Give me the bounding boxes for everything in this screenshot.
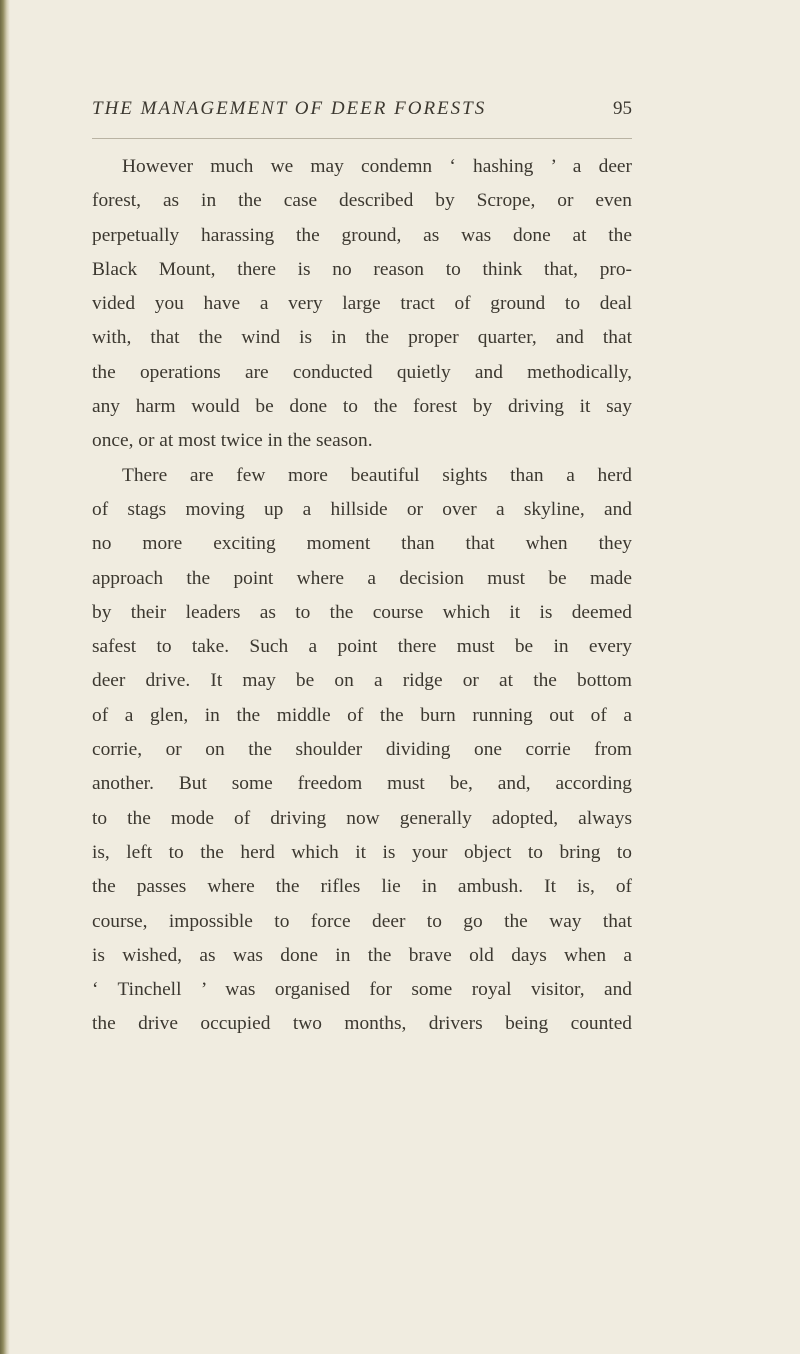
text-line: no more exciting moment than that when they bbox=[92, 533, 632, 555]
text-line: the drive occupied two months, drivers being counted bbox=[92, 1013, 632, 1035]
text-line: to the mode of driving now generally adopted, always bbox=[92, 807, 632, 829]
text-line: the passes where the rifles lie in ambush. It is, of bbox=[92, 876, 632, 898]
text-line: any harm would be done to the forest by driving it say bbox=[92, 396, 632, 418]
text-line: another. But some freedom must be, and, according bbox=[92, 773, 632, 795]
running-title: THE MANAGEMENT OF DEER FORESTS bbox=[92, 98, 487, 119]
text-line: Black Mount, there is no reason to think that, pro- bbox=[92, 258, 632, 280]
running-header bbox=[92, 98, 632, 128]
text-line: the operations are conducted quietly and methodically, bbox=[92, 361, 632, 383]
text-line: corrie, or on the shoulder dividing one corrie from bbox=[92, 739, 632, 761]
text-line: is wished, as was done in the brave old days when a bbox=[92, 944, 632, 966]
text-line: deer drive. It may be on a ridge or at the bottom bbox=[92, 670, 632, 692]
page-number: 95 bbox=[613, 98, 632, 119]
text-line: safest to take. Such a point there must be in every bbox=[92, 636, 632, 658]
body-text bbox=[92, 150, 632, 1042]
text-line: of a glen, in the middle of the burn running out of a bbox=[92, 704, 632, 726]
text-line: approach the point where a decision must be made bbox=[92, 567, 632, 589]
text-line: vided you have a very large tract of ground to deal bbox=[92, 293, 632, 315]
text-line: once, or at most twice in the season. bbox=[92, 430, 373, 452]
text-line: with, that the wind is in the proper quarter, and that bbox=[92, 327, 632, 349]
text-line: There are few more beautiful sights than a herd bbox=[122, 464, 632, 486]
header-rule bbox=[92, 138, 632, 139]
text-line: ‘ Tinchell ’ was organised for some royal visitor, and bbox=[92, 979, 632, 1001]
text-line: by their leaders as to the course which it is deemed bbox=[92, 601, 632, 623]
page-edge bbox=[0, 0, 10, 1354]
text-line: of stags moving up a hillside or over a skyline, and bbox=[92, 498, 632, 520]
text-line: forest, as in the case described by Scrope, or even bbox=[92, 190, 632, 212]
text-line: course, impossible to force deer to go the way that bbox=[92, 910, 632, 932]
text-line: perpetually harassing the ground, as was done at the bbox=[92, 224, 632, 246]
text-line: However much we may condemn ‘ hashing ’ a deer bbox=[122, 156, 632, 177]
text-line: is, left to the herd which it is your object to bring to bbox=[92, 841, 632, 863]
